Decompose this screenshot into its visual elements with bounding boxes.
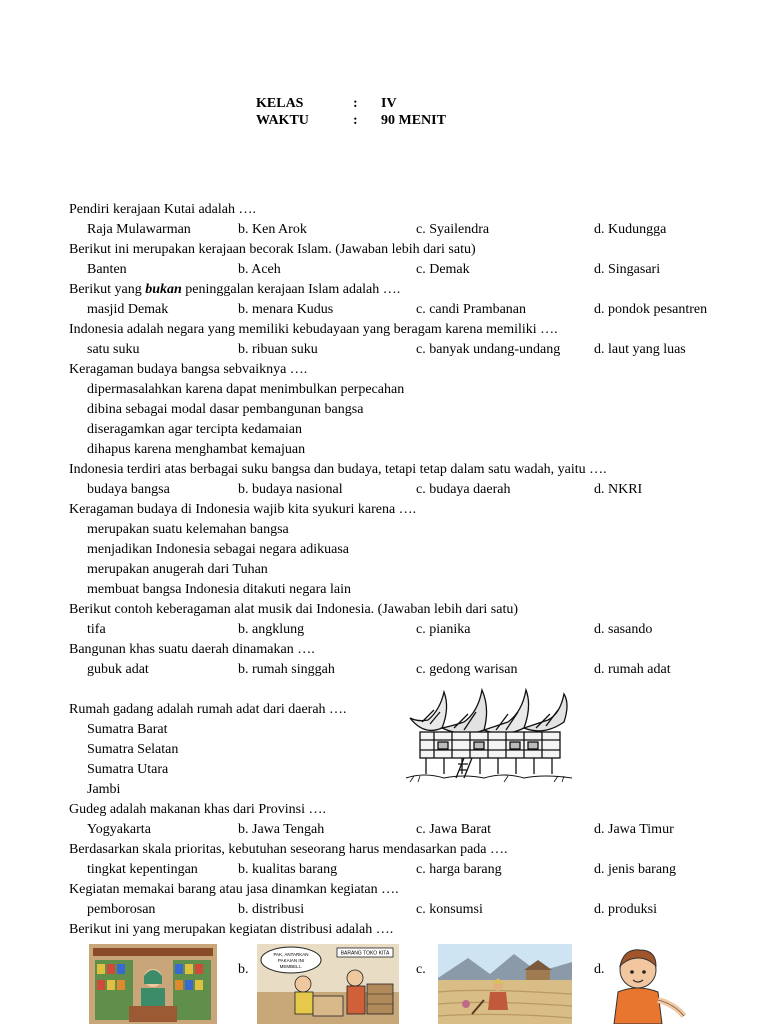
option-c: c. Syailendra xyxy=(416,222,490,237)
options-1 xyxy=(69,220,759,240)
question-6: Indonesia terdiri atas berbagai suku bangsa dan budaya, tetapi tetap dalam satu wadah, yaitu …. xyxy=(69,462,607,477)
option-b: Sumatra Selatan xyxy=(87,742,179,757)
option-d: d. produksi xyxy=(594,902,657,917)
option-d: membuat bangsa Indonesia ditakuti negara lain xyxy=(87,582,351,597)
kelas-colon: : xyxy=(353,96,358,111)
option-d: d. jenis barang xyxy=(594,862,677,877)
question-1: Pendiri kerajaan Kutai adalah …. xyxy=(69,202,256,217)
option-a: pemborosan xyxy=(87,902,156,917)
option-b-comic-illustration xyxy=(257,944,399,1024)
option-c: c. banyak undang-undang xyxy=(416,342,561,357)
question-8: Berikut contoh keberagaman alat musik dai Indonesia. (Jawaban lebih dari satu) xyxy=(69,602,519,617)
option-c-label: c. xyxy=(416,962,426,977)
option-d: d. pondok pesantren xyxy=(594,302,708,317)
option-b: b. distribusi xyxy=(238,902,305,917)
question-10: Rumah gadang adalah rumah adat dari daerah …. xyxy=(69,702,347,717)
option-a: Yogyakarta xyxy=(87,822,151,837)
option-a: Sumatra Barat xyxy=(87,722,168,737)
option-c: merupakan anugerah dari Tuhan xyxy=(87,562,268,577)
question-9: Bangunan khas suatu daerah dinamakan …. xyxy=(69,642,315,657)
option-d-boy-illustration xyxy=(604,944,694,1024)
speech-bubble-text-1: PAK, ANTARKAN xyxy=(273,952,309,957)
option-d: d. NKRI xyxy=(594,482,643,497)
question-12: Berdasarkan skala prioritas, kebutuhan seseorang harus mendasarkan pada …. xyxy=(69,842,508,857)
question-13: Kegiatan memakai barang atau jasa dinamkan kegiatan …. xyxy=(69,882,399,897)
question-3 xyxy=(69,280,759,300)
question-4: Indonesia adalah negara yang memiliki kebudayaan yang beragam karena memiliki …. xyxy=(69,322,558,337)
option-b-label: b. xyxy=(238,962,249,977)
question-3-emphasis: bukan xyxy=(145,282,182,297)
option-d: d. Jawa Timur xyxy=(594,822,674,837)
option-b: b. rumah singgah xyxy=(238,662,335,677)
options-6 xyxy=(69,480,759,500)
option-d-label: d. xyxy=(594,962,605,977)
speech-bubble-text-3: MEMBELI.. xyxy=(279,964,303,969)
question-14: Berikut ini yang merupakan kegiatan distribusi adalah …. xyxy=(69,922,394,937)
header-row-waktu xyxy=(256,113,516,130)
option-b: b. Jawa Tengah xyxy=(238,822,325,837)
option-c: c. budaya daerah xyxy=(416,482,511,497)
option-c: c. Jawa Barat xyxy=(416,822,492,837)
option-a: gubuk adat xyxy=(87,662,149,677)
question-3-pre: Berikut yang xyxy=(69,282,146,297)
options-13 xyxy=(69,900,759,920)
rumah-gadang-illustration xyxy=(404,688,574,788)
option-b: b. Aceh xyxy=(238,262,281,277)
option-c: Sumatra Utara xyxy=(87,762,169,777)
option-a: satu suku xyxy=(87,342,140,357)
option-a: Raja Mulawarman xyxy=(87,222,191,237)
options-3 xyxy=(69,300,759,320)
option-d: dihapus karena menghambat kemajuan xyxy=(87,442,306,457)
question-3-post: peninggalan kerajaan Islam adalah …. xyxy=(181,282,401,297)
option-a: Banten xyxy=(87,262,127,277)
option-a-shop-illustration xyxy=(89,944,217,1024)
option-c: diseragamkan agar tercipta kedamaian xyxy=(87,422,302,437)
option-c: c. candi Prambanan xyxy=(416,302,527,317)
option-c-farming-illustration xyxy=(438,944,572,1024)
option-b: b. ribuan suku xyxy=(238,342,318,357)
option-b: b. menara Kudus xyxy=(238,302,334,317)
option-b: b. Ken Arok xyxy=(238,222,307,237)
option-a: masjid Demak xyxy=(87,302,169,317)
option-b: b. kualitas barang xyxy=(238,862,338,877)
option-a: tifa xyxy=(87,622,106,637)
option-d: d. sasando xyxy=(594,622,653,637)
exam-header xyxy=(256,96,516,130)
kelas-value: IV xyxy=(381,96,397,111)
option-d: d. laut yang luas xyxy=(594,342,686,357)
header-row-kelas xyxy=(256,96,516,113)
options-11 xyxy=(69,820,759,840)
options-12 xyxy=(69,860,759,880)
waktu-value: 90 MENIT xyxy=(381,113,446,128)
question-5: Keragaman budaya bangsa sebvaiknya …. xyxy=(69,362,308,377)
question-list xyxy=(69,200,759,940)
question-7: Keragaman budaya di Indonesia wajib kita syukuri karena …. xyxy=(69,502,417,517)
option-d: Jambi xyxy=(87,782,121,797)
question-2: Berikut ini merupakan kerajaan becorak Islam. (Jawaban lebih dari satu) xyxy=(69,242,476,257)
option-b: dibina sebagai modal dasar pembangunan bangsa xyxy=(87,402,364,417)
options-9 xyxy=(69,660,759,680)
waktu-colon: : xyxy=(353,113,358,128)
option-d: d. Kudungga xyxy=(594,222,667,237)
options-2 xyxy=(69,260,759,280)
option-d: d. Singasari xyxy=(594,262,661,277)
option-c: c. gedong warisan xyxy=(416,662,518,677)
kelas-label: KELAS xyxy=(256,96,304,111)
option-a: tingkat kepentingan xyxy=(87,862,198,877)
option-d: d. rumah adat xyxy=(594,662,671,677)
option-c: c. konsumsi xyxy=(416,902,483,917)
options-8 xyxy=(69,620,759,640)
option-a: budaya bangsa xyxy=(87,482,170,497)
option-c: c. pianika xyxy=(416,622,471,637)
question-11: Gudeg adalah makanan khas dari Provinsi …. xyxy=(69,802,326,817)
option-c: c. Demak xyxy=(416,262,470,277)
shop-sign-text: BARANG TOKO KITA xyxy=(340,950,390,957)
waktu-label: WAKTU xyxy=(256,113,309,128)
option-c: c. harga barang xyxy=(416,862,502,877)
option-a: merupakan suatu kelemahan bangsa xyxy=(87,522,289,537)
option-b: menjadikan Indonesia sebagai negara adikuasa xyxy=(87,542,350,557)
option-b: b. budaya nasional xyxy=(238,482,343,497)
speech-bubble-text-2: PAKAIAN INI xyxy=(277,958,305,963)
options-4 xyxy=(69,340,759,360)
option-b: b. angklung xyxy=(238,622,305,637)
image-options-row xyxy=(0,942,768,1024)
option-a: dipermasalahkan karena dapat menimbulkan perpecahan xyxy=(87,382,405,397)
